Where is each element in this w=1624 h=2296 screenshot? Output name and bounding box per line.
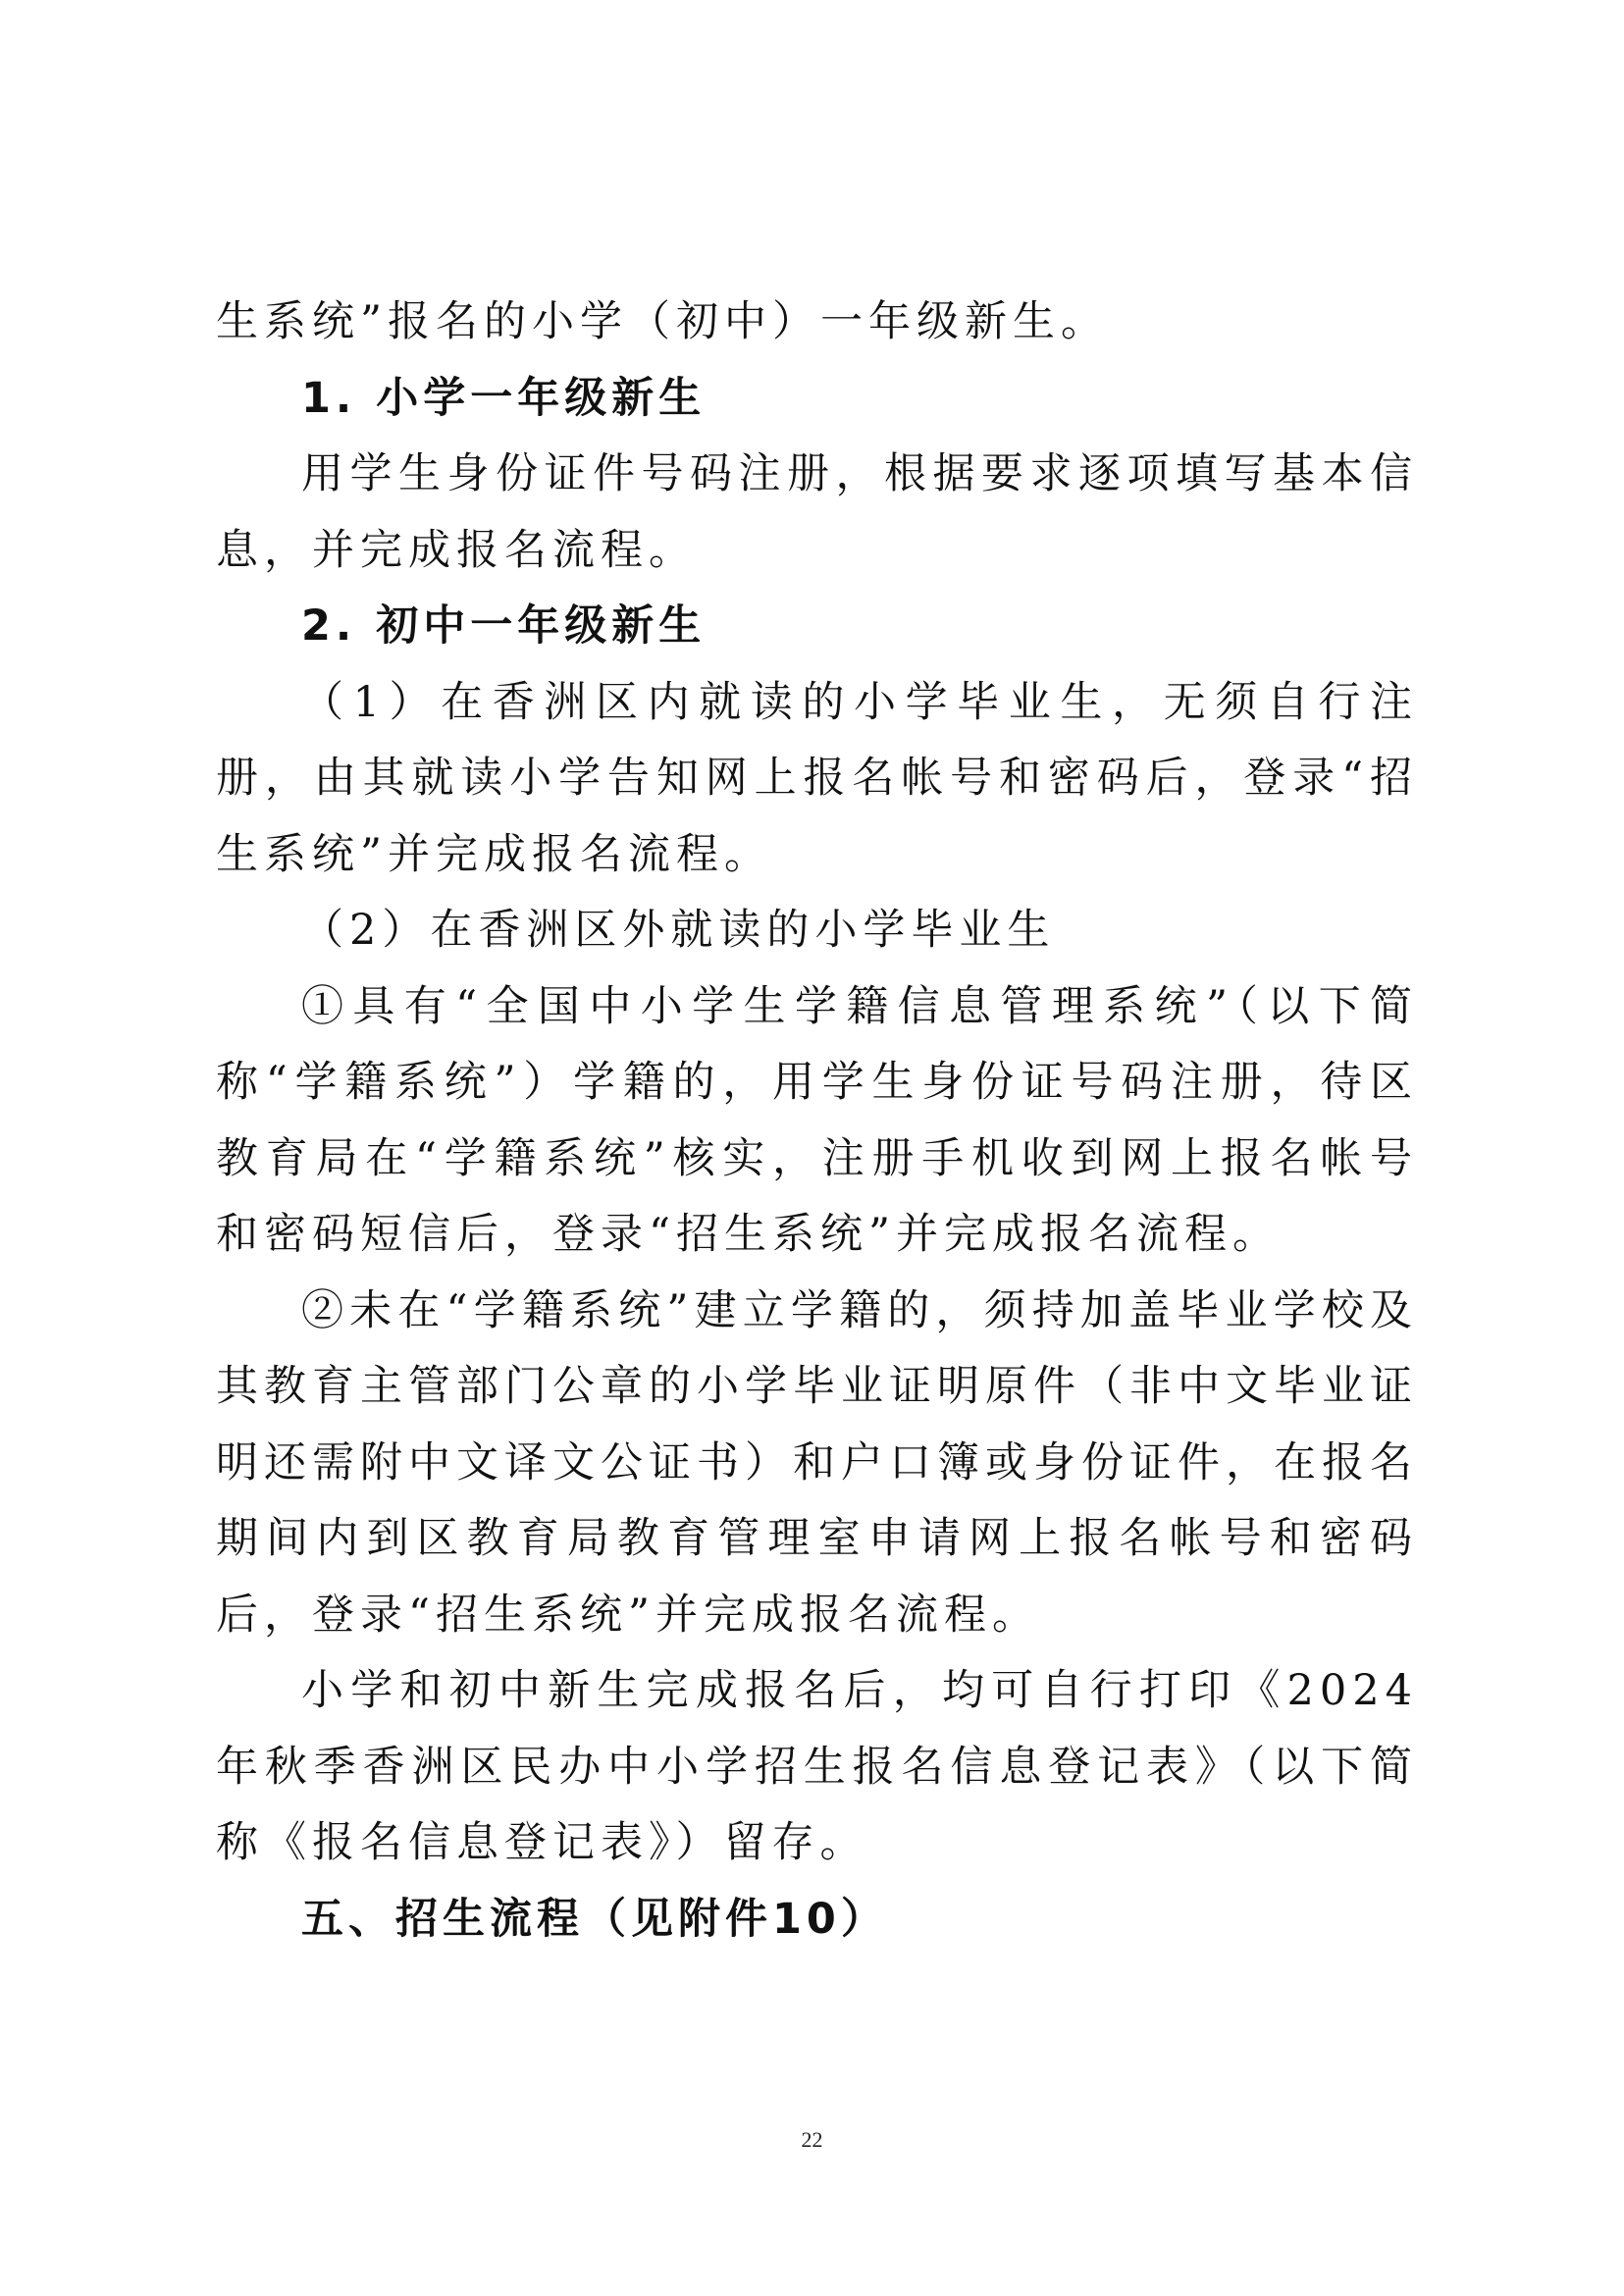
document-body xyxy=(216,285,1418,1957)
section-heading-junior-grade-one: 2. 初中一年级新生 xyxy=(301,601,707,651)
paragraph-with-student-record: ①具有“全国中小学生学籍信息管理系统”（以下简称“学籍系统”）学籍的，用学生身份证号码注册，待区教育局在“学籍系统”核实，注册手机收到网上报名帐号和密码短信后，登录“招生系统”并完成报名流程。 xyxy=(216,981,1418,1259)
paragraph-continuation: 生系统”报名的小学（初中）一年级新生。 xyxy=(216,297,1109,346)
section-heading-enrollment-process: 五、招生流程（见附件10） xyxy=(301,1894,888,1944)
page-number: 22 xyxy=(801,2127,823,2152)
paragraph-out-of-district-graduates: （2）在香洲区外就读的小学毕业生 xyxy=(301,906,1056,955)
section-heading-primary-grade-one: 1. 小学一年级新生 xyxy=(301,373,707,423)
paragraph-print-registration-form: 小学和初中新生完成报名后，均可自行打印《2024年秋季香洲区民办中小学招生报名信息登记表》（以下简称《报名信息登记表》）留存。 xyxy=(216,1666,1418,1867)
paragraph-in-district-graduates: （1）在香洲区内就读的小学毕业生，无须自行注册，由其就读小学告知网上报名帐号和密码后，登录“招生系统”并完成报名流程。 xyxy=(216,677,1418,879)
paragraph-primary-registration: 用学生身份证件号码注册，根据要求逐项填写基本信息，并完成报名流程。 xyxy=(216,449,1418,575)
paragraph-without-student-record: ②未在“学籍系统”建立学籍的，须持加盖毕业学校及其教育主管部门公章的小学毕业证明原件（非中文毕业证明还需附中文译文公证书）和户口簿或身份证件，在报名期间内到区教育局教育管理室申请网上报名帐号和密码后，登录“招生系统”并完成报名流程。 xyxy=(216,1285,1418,1640)
